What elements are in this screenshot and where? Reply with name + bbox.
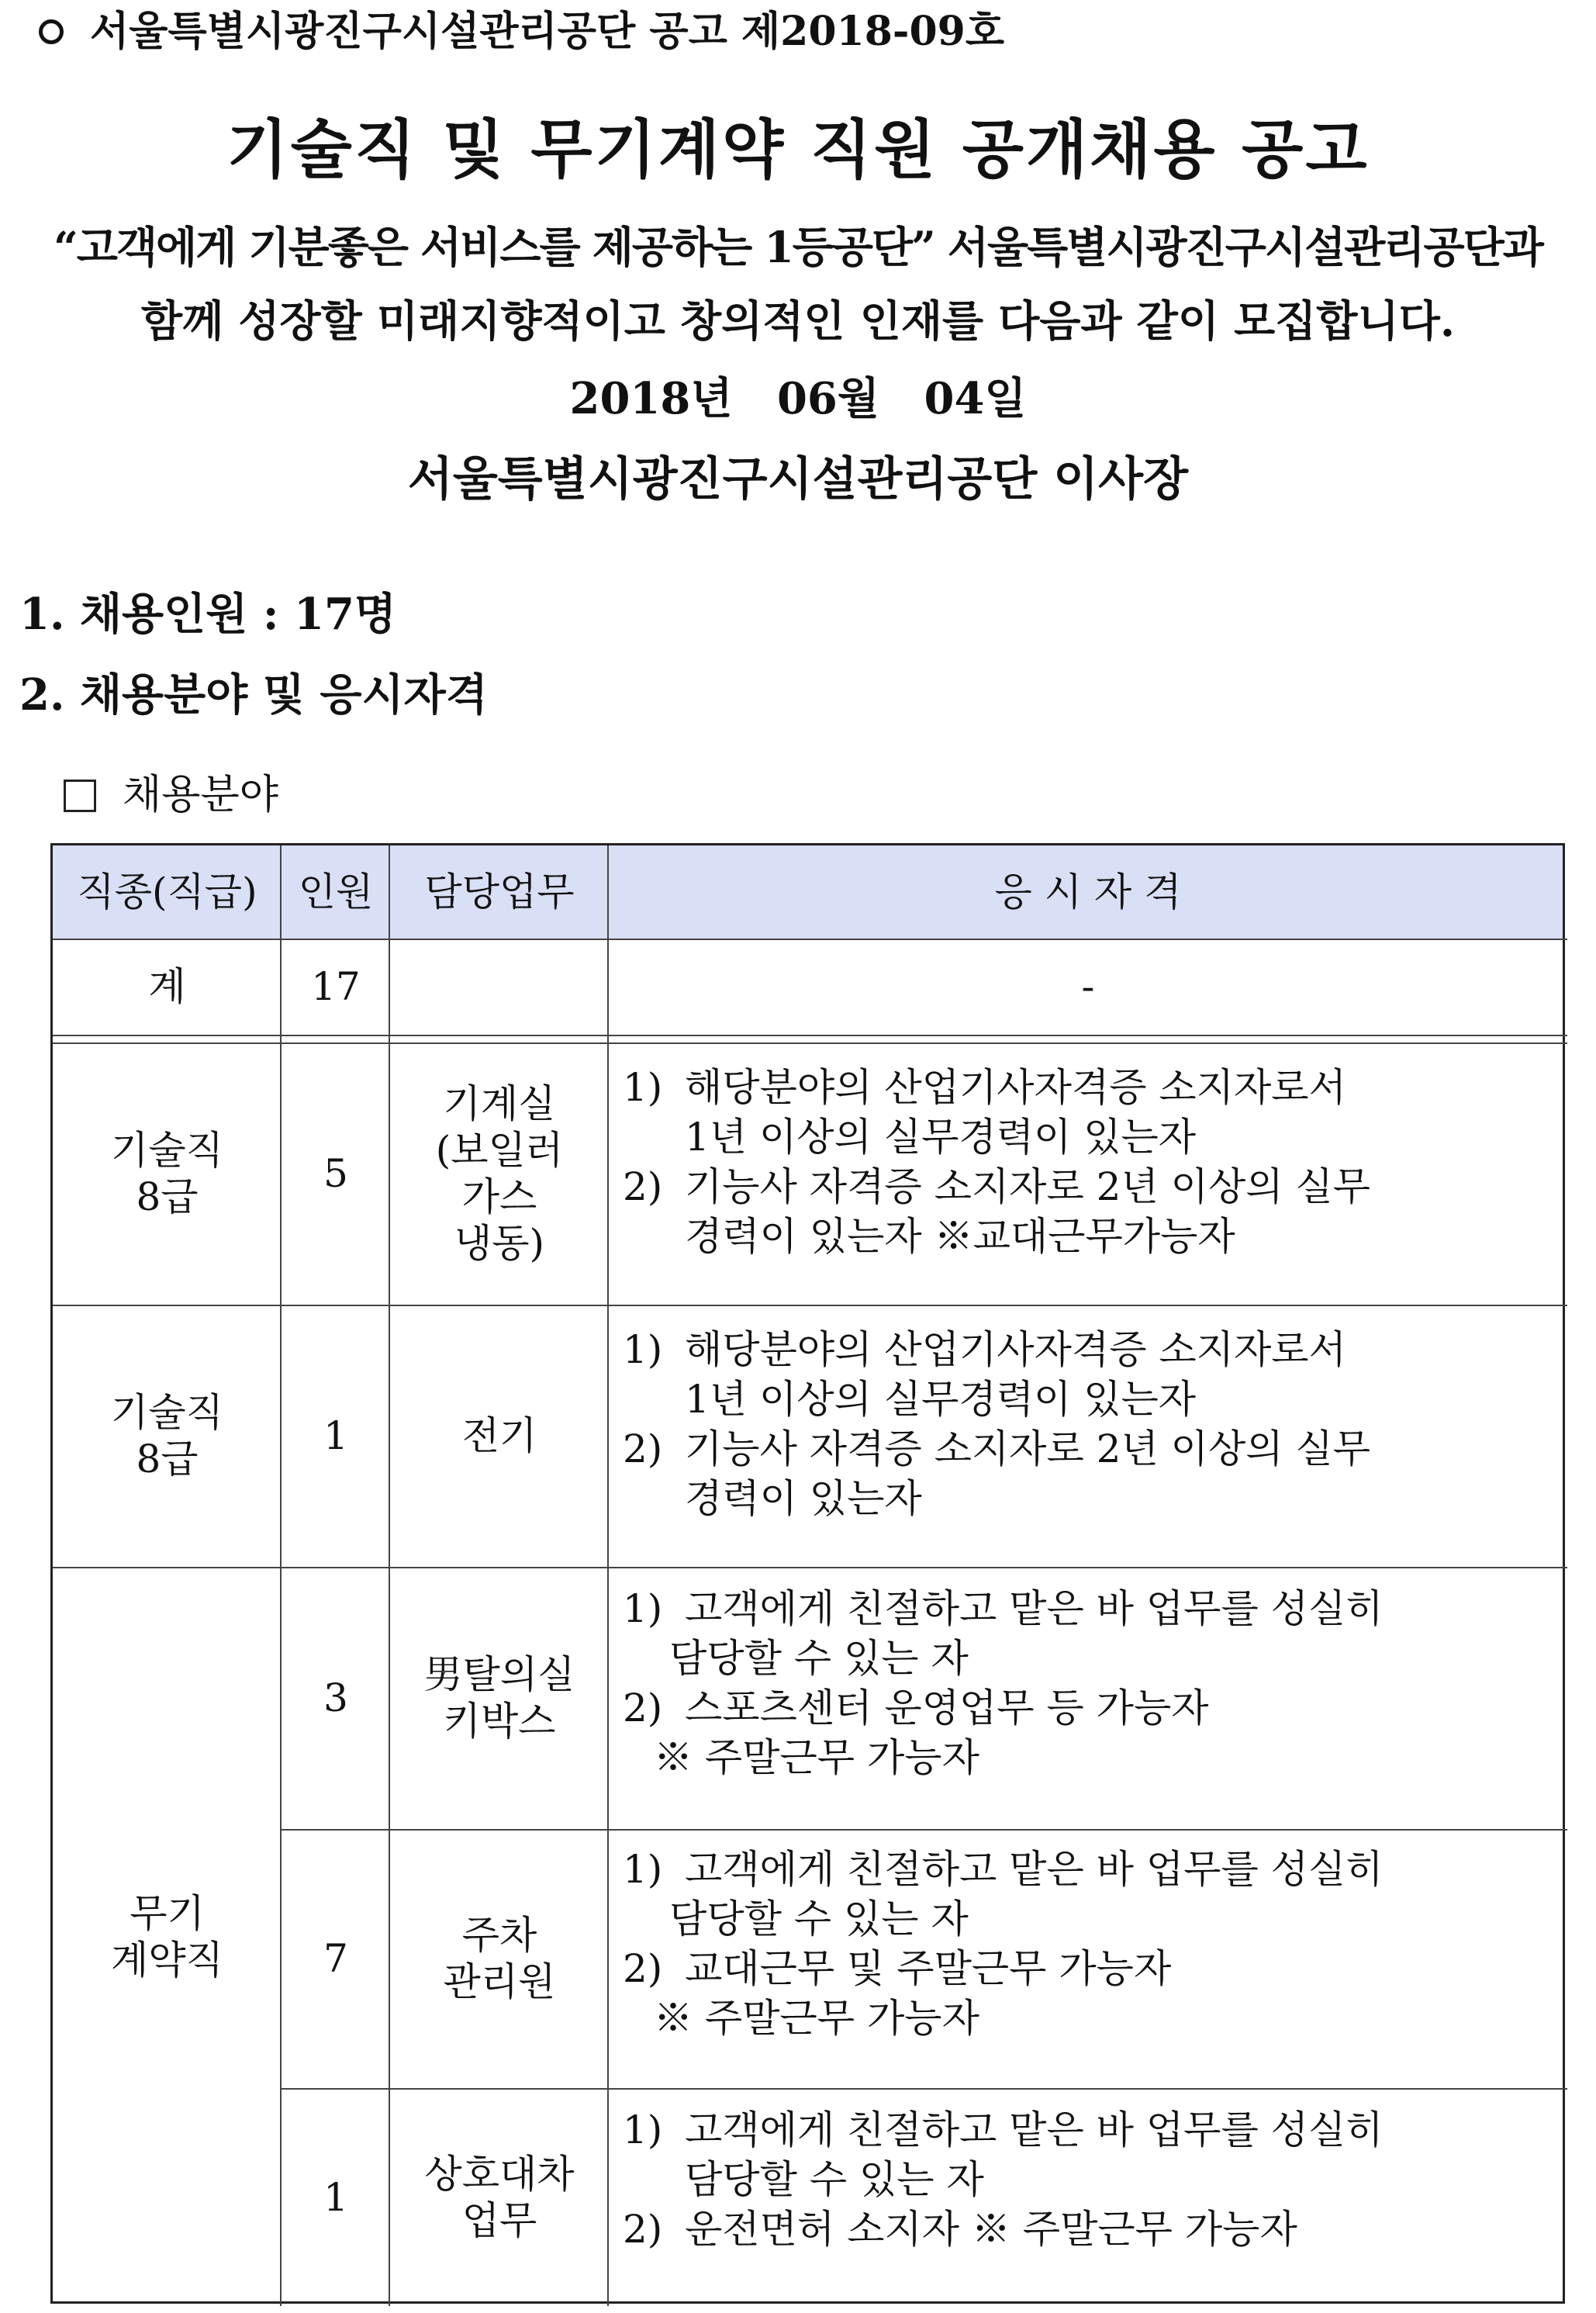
table-group-category [53,1567,282,2306]
qual-number: 2) [623,1426,663,1471]
duty-line: 주차 [461,1913,537,1958]
duty-line: 男탈의실 [423,1652,575,1697]
category-line: 8급 [136,1437,199,1481]
qual-number: 1) [623,1065,663,1110]
qual-text: 기능사 자격증 소지자로 2년 이상의 실무 [685,1426,1371,1471]
qual-number: 1) [623,1847,663,1892]
qual-text: 운전면허 소지자 ※ 주말근무 가능자 [685,2207,1297,2252]
category-line: 기술직 [111,1128,223,1173]
table-row-3-duty [390,1567,609,1829]
table-row-2-duty: 전기 [461,1413,537,1458]
duty-line: 냉동) [454,1221,545,1266]
table-row-3-qualification [623,1584,1553,1782]
table-row-3-count: 3 [323,1675,348,1720]
table-row-5-qualification [623,2105,1553,2254]
total-count: 17 [311,964,361,1009]
qual-number: 2) [623,1164,663,1209]
category-line: 8급 [136,1174,199,1219]
subheading-fields [64,762,278,820]
qual-number: 1) [623,1327,663,1372]
duty-line: 가스 [461,1174,537,1219]
table-row-5-count: 1 [323,2174,348,2220]
header-qualification: 응 시 자 격 [994,870,1182,914]
qual-text: 기능사 자격증 소지자로 2년 이상의 실무 [685,1164,1371,1209]
section-heading-headcount: 1. 채용인원 : 17명 [19,589,397,640]
table-row-2-count: 1 [323,1413,348,1458]
duty-line: 키박스 [443,1699,556,1744]
table-row-2-category [53,1305,282,1567]
qual-text: 해당분야의 산업기사자격증 소지자로서 [685,1327,1346,1372]
qual-number: 2) [623,1685,663,1730]
total-qualification: - [1081,964,1095,1009]
qual-continuation: ※ 주말근무 가능자 [654,1996,979,2041]
header-duty: 담당업무 [424,870,575,914]
table-row-1-count: 5 [323,1151,348,1196]
section-heading-fields: 2. 채용분야 및 응시자격 [19,669,488,721]
table-row-4-duty [390,1829,609,2088]
qual-continuation: 1년 이상의 실무경력이 있는자 [685,1115,1197,1160]
bullet-icon [39,19,64,44]
table-row-2-qualification [623,1325,1553,1523]
notice-number [39,0,1004,64]
total-label: 계 [148,964,186,1009]
notice-number-text: 서울특별시광진구시설관리공단 공고 제2018-09호 [90,8,1005,55]
duty-line: 업무 [461,2197,537,2243]
qual-number: 2) [623,2207,663,2252]
table-row-4-qualification [623,1845,1553,2043]
category-line: 계약직 [111,1937,223,1983]
recruitment-table [50,843,1565,2304]
table-row-5-duty [390,2088,609,2306]
intro-line-2: 함께 성장할 미래지향적이고 창의적인 인재를 다음과 같이 모집합니다. [141,296,1455,346]
duty-line: 기계실 [443,1081,556,1126]
qual-text: 고객에게 친절하고 맡은 바 업무를 성실히 [685,2107,1384,2152]
qual-continuation: 1년 이상의 실무경력이 있는자 [685,1377,1197,1422]
header-category: 직종(직급) [77,870,257,914]
intro-line-1: “고객에게 기분좋은 서비스를 제공하는 1등공단” 서울특별시광진구시설관리공단과 [54,222,1542,272]
table-row-4-count: 7 [323,1936,348,1981]
qual-number: 1) [623,2107,663,2152]
issuer: 서울특별시광진구시설관리공단 이사장 [407,452,1189,507]
qual-continuation: ※ 주말근무 가능자 [654,1735,979,1780]
qual-text: 해당분야의 산업기사자격증 소지자로서 [685,1065,1346,1110]
header-count: 인원 [298,870,374,914]
qual-continuation: 담당할 수 있는 자 [685,2157,984,2202]
notice-date: 2018년 06월 04일 [569,373,1027,424]
qual-number: 1) [623,1586,663,1631]
table-row-1-qualification [623,1063,1553,1261]
duty-line: (보일러 [435,1128,564,1173]
qual-text: 스포츠센터 운영업무 등 가능자 [685,1685,1209,1730]
duty-line: 관리원 [443,1959,556,2004]
category-line: 기술직 [111,1390,223,1435]
qual-text: 고객에게 친절하고 맡은 바 업무를 성실히 [685,1586,1384,1631]
qual-text: 고객에게 친절하고 맡은 바 업무를 성실히 [685,1847,1384,1892]
checkbox-square-icon [64,780,96,812]
row-divider [53,1035,1567,1036]
table-row-1-category [53,1042,282,1305]
qual-continuation: 담당할 수 있는 자 [669,1896,969,1941]
qual-continuation: 경력이 있는자 [685,1476,922,1521]
table-row-1-duty [390,1042,609,1305]
qual-number: 2) [623,1946,663,1991]
qual-continuation: 담당할 수 있는 자 [669,1636,969,1681]
page-title: 기술직 및 무기계약 직원 공개채용 공고 [226,113,1370,187]
duty-line: 상호대차 [424,2151,575,2197]
qual-text: 교대근무 및 주말근무 가능자 [685,1946,1172,1991]
category-line: 무기 [130,1890,205,1936]
subheading-text: 채용분야 [123,772,278,818]
qual-continuation: 경력이 있는자 ※교대근무가능자 [685,1214,1235,1259]
